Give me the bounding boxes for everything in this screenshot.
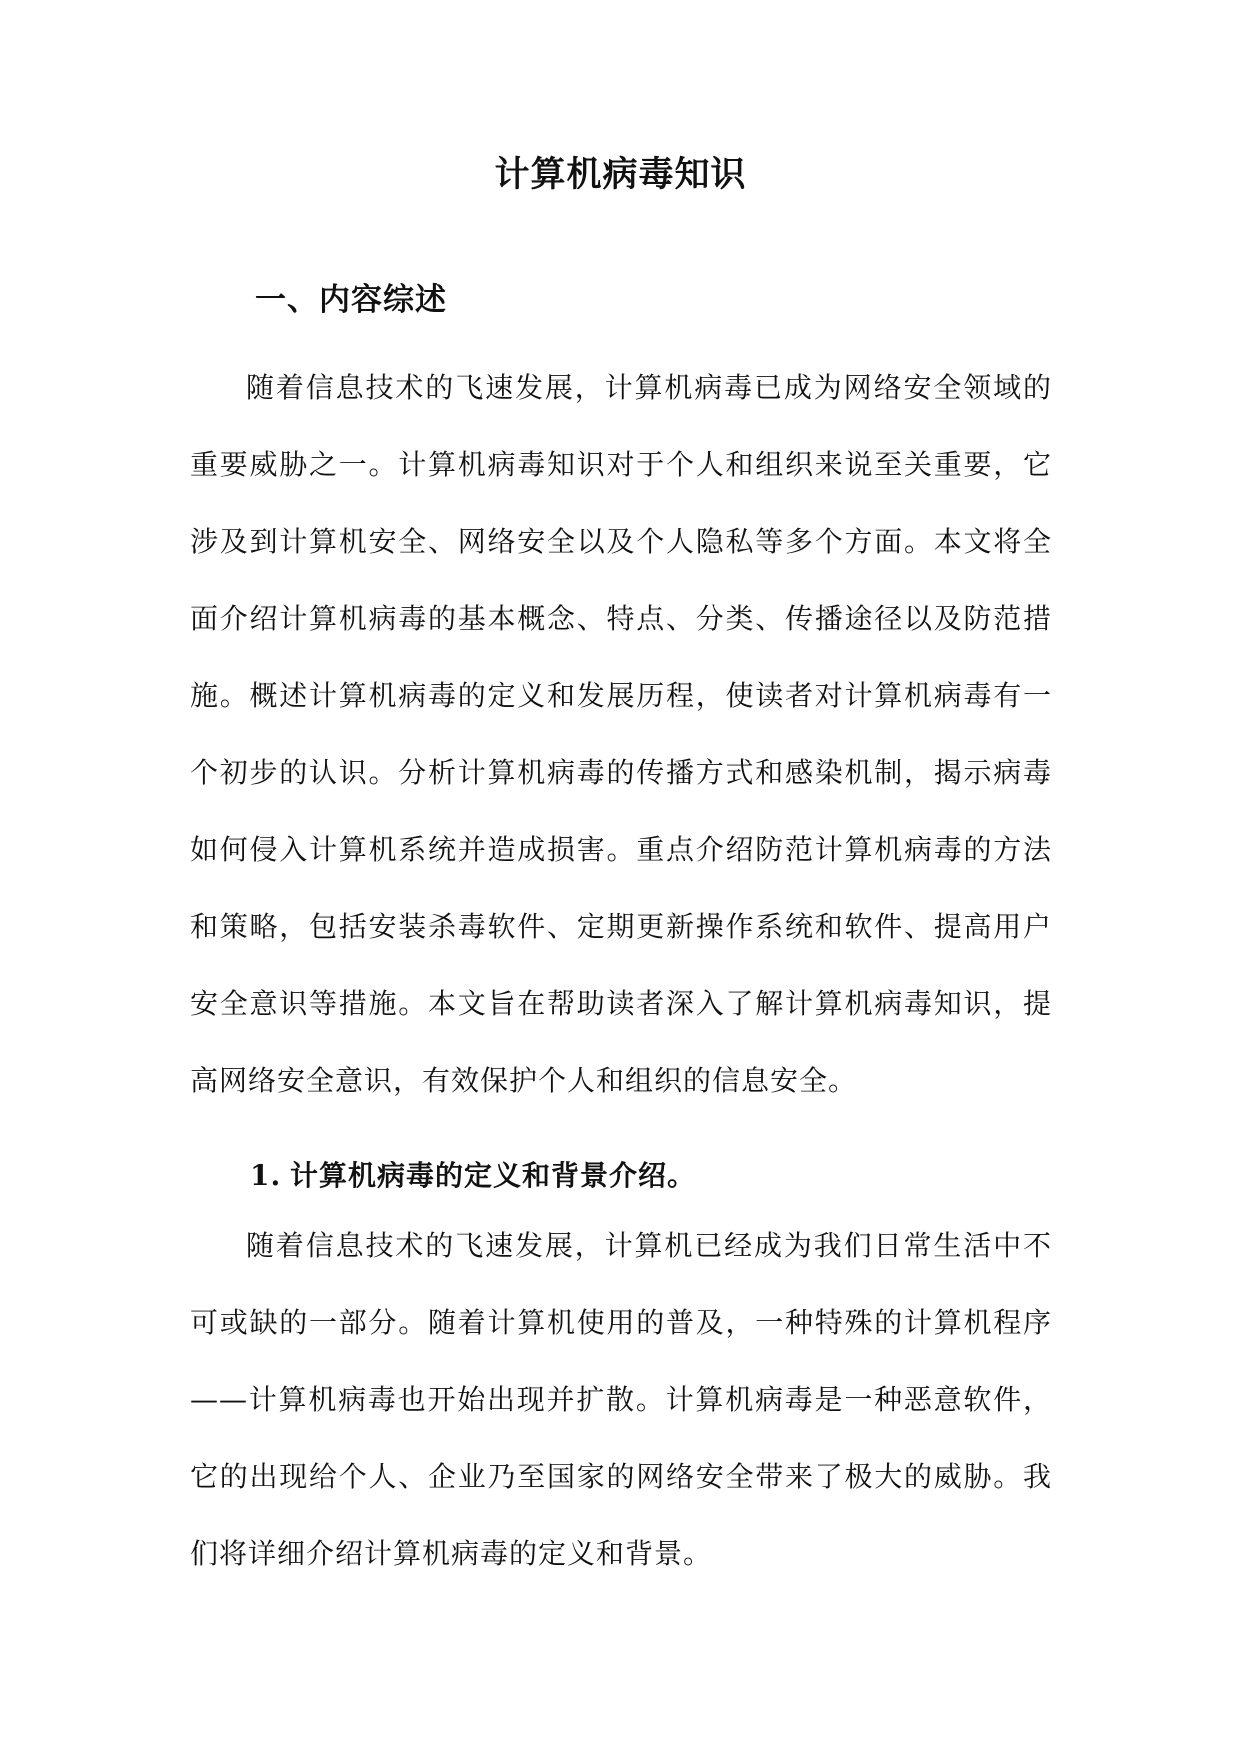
subsection-number: 1. — [250, 1159, 282, 1192]
subsection-heading-text: 计算机病毒的定义和背景介绍。 — [290, 1159, 697, 1192]
definition-paragraph: 随着信息技术的飞速发展，计算机已经成为我们日常生活中不可或缺的一部分。随着计算机使用的普及，一种特殊的计算机程序——计算机病毒也开始出现并扩散。计算机病毒是一种恶意软件，它的出现给个人、企业乃至国家的网络安全带来了极大的威胁。我们将详细介绍计算机病毒的定义和背景。 — [190, 1229, 1052, 1570]
section-heading-overview: 一、内容综述 — [255, 282, 447, 318]
overview-paragraph: 随着信息技术的飞速发展，计算机病毒已成为网络安全领域的重要威胁之一。计算机病毒知识对于个人和组织来说至关重要，它涉及到计算机安全、网络安全以及个人隐私等多个方面。本文将全面介绍计算机病毒的基本概念、特点、分类、传播途径以及防范措施。概述计算机病毒的定义和发展历程，使读者对计算机病毒有一个初步的认识。分析计算机病毒的传播方式和感染机制，揭示病毒如何侵入计算机系统并造成损害。重点介绍防范计算机病毒的方法和策略，包括安装杀毒软件、定期更新操作系统和软件、提高用户安全意识等措施。本文旨在帮助读者深入了解计算机病毒知识，提高网络安全意识，有效保护个人和组织的信息安全。 — [190, 371, 1052, 1097]
document-title: 计算机病毒知识 — [494, 154, 747, 195]
subsection-heading-definition — [250, 1156, 696, 1196]
